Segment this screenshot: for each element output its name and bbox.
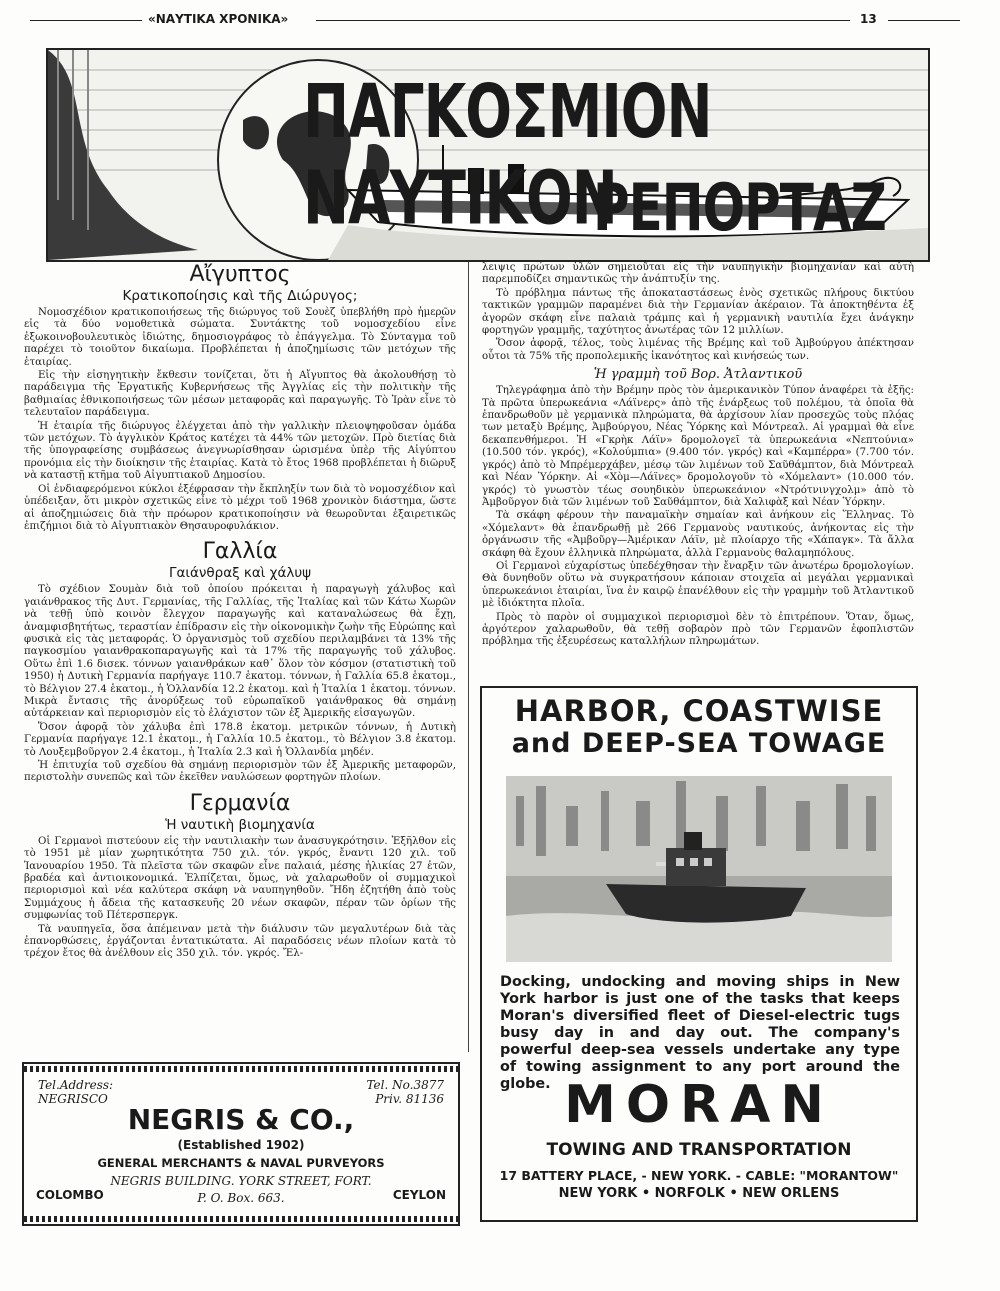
germany-paragraph: Τὰ ναυπηγεῖα, ὅσα ἀπέμειναν μετὰ τὴν διάλυσιν τῶν μεγαλυτέρων διὰ τὰς ἐπανορθώσεις, ἐργάζονται ἐντατικώτατα. Αἱ παραδόσεις νέων πλοίων κατὰ τὸ τρέχον ἔτος θὰ ἀνέλθουν εἰς 350 χιλ. τόν. γκρός. Ἔλ- [24,923,456,960]
ad-headline-line2: and DEEP-SEA TOWAGE [511,728,887,759]
banner-title-line1: ΠΑΓΚΟΣΜΙΟΝ ΝΑΥΤΙΚΟΝ [303,68,712,241]
tel-address-value: NEGRISCO [38,1092,108,1106]
atlantic-paragraph: Τὰ σκάφη φέρουν τὴν παναμαϊκὴν σημαίαν καὶ ἀνήκουν εἰς Ἕλληνας. Τὸ «Χόμελαντ» θὰ ἐπανδρωθῇ μὲ 266 Γερμανοὺς ναυτικούς, ἀνήκοντας εἰς τὴν ὀργάνωσιν τῆς «Ἀμβοῦργ—Ἀμέρικαν Λάϊν, μὲ πλοίαρχο τῆς «Χάπαγκ». Τὰ ἄλλα σκάφη θὰ ἔχουν ἑλληνικὰ πληρώματα, ἀλλὰ Γερμανοὺς θαλαμηπόλους. [482,510,914,559]
moran-subtitle: TOWING AND TRANSPORTATION [546,1140,852,1160]
egypt-paragraph: Οἱ ἐνδιαφερόμενοι κύκλοι ἐξέφρασαν τὴν ἔκπληξίν των διὰ τὸ νομοσχέδιον καὶ ὑπέδειξαν, ὅτι μικρὸν σχετικῶς εἶνε τὸ μέχρι τοῦ 1968 χρονικὸν διάστημα, ὥστε αἱ ἀποζημιώσεις διὰ τὴν πρόωρον κρατικοποίησιν νὰ θεωροῦνται ἐξαιρετικῶς ἐπιζήμιοι διὰ τὸ Αἰγυπτιακὸν Θησαυροφυλάκιον. [24,483,456,532]
company-name: NEGRIS & CO., [127,1103,355,1136]
france-paragraph: Ἡ ἐπιτυχία τοῦ σχεδίου θὰ σημάνῃ περιορισμὸν τῶν ἐξ Ἀμερικῆς μεταφορῶν, περιστολὴν συνεπῶς καὶ τῶν ἐκεῖθεν ναυλώσεων φορτηγῶν πλοίων. [24,760,456,784]
egypt-paragraph: Εἰς τὴν εἰσηγητικὴν ἔκθεσιν τονίζεται, ὅτι ἡ Αἴγυπτος θὰ ἀκολουθήσῃ τὸ παράδειγμα τῆς Ἐργατικῆς Κυβερνήσεως τῆς Ἀγγλίας εἰς τὴν πολιτικὴν τῆς βαθμιαίας ἐθνικοποιήσεως τῶν μέσων μεταφορᾶς καὶ παραγωγῆς. Τὸ Ἰρὰν εἶνε τὸ τελευταῖον παράδειγμα. [24,370,456,419]
top-border-pattern [24,1066,458,1072]
business-description: GENERAL MERCHANTS & NAVAL PURVEYORS [97,1156,385,1170]
po-box-line: P. O. Box. 663. [197,1191,285,1205]
tel-address-block [38,1078,113,1106]
city-colombo: COLOMBO [36,1188,104,1202]
left-column [24,262,456,961]
atlantic-paragraph: Πρὸς τὸ παρὸν οἱ συμμαχικοὶ περιορισμοὶ δὲν τὸ ἐπιτρέπουν. Ὅταν, ὅμως, ἀργότερον χαλαρωθοῦν, θὰ τεθῇ σοβαρὸν πρὸ τῶν Γερμανῶν ἐφοπλιστῶν πρόβλημα τῆς ἐξευρέσεως καταλλήλων πληρωμάτων. [482,611,914,648]
reportage-banner [46,48,930,262]
tugboat-photo [506,776,892,962]
page-number: 13 [860,12,877,26]
egypt-paragraph: Νομοσχέδιον κρατικοποιήσεως τῆς διώρυγος τοῦ Σουὲζ ὑπεβλήθη πρὸ ἡμερῶν εἰς τὰ δύο νομοθετικὰ σώματα. Συντάκτης τοῦ νομοσχεδίου εἶνε ἐξωκοινοβουλευτικὸς ἰδιώτης, δημοσιογράφος τὸ ἐπάγγελμα. Τὸ Σύνταγμα τοῦ παρέχει τὸ τοιοῦτον δικαίωμα. Προβλέπεται ἡ ἀποζημίωσις τῶν μετόχων τῆς ἑταιρίας. [24,307,456,368]
banner-title-line2: ΡΕΠΟΡΤΑΖ [593,170,886,246]
running-header [30,12,960,28]
tel-address-label: Tel.Address: [38,1078,114,1092]
germany-paragraph: Οἱ Γερμανοὶ πιστεύουν εἰς τὴν ναυτιλιακὴν των ἀνασυγκρότησιν. Ἐξῆλθον εἰς τὸ 1951 μὲ μίαν χωρητικότητα 750 χιλ. τόν. γκρός, ἔναντι 120 χιλ. τοῦ Ἰανουαρίου 1950. Τὰ πλεῖστα τῶν σκαφῶν εἶνε παλαιά, μέσης ἡλικίας 27 ἐτῶν, βραδέα καὶ ἀντιοικονομικά. Ἐλπίζεται, ὅμως, νὰ χαλαρωθοῦν οἱ συμμαχικοὶ περιορισμοὶ καὶ νέα καλύτερα σκάφη νὰ ναυπηγηθοῦν. Ἤδη ἐζητήθη ἀπὸ τοὺς Συμμάχους ἡ ἄδεια τῆς κατασκευῆς 20 νέων σκαφῶν, πέραν τῶν ὁρίων τῆς συμφωνίας τοῦ Πέτερσπεργκ. [24,835,456,922]
established-line: (Established 1902) [177,1138,305,1152]
country-ceylon: CEYLON [392,1188,446,1202]
ad-body-text: Docking, undocking and moving ships in New York harbor is just one of the tasks that keeps Moran's diversified fleet of Diesel-electric tugs busy day in and day out. The company's powerful deep-sea vessels undertake any type of towing assignment to any port around the globe. [500,974,900,1092]
section-heading-egypt: Αἴγυπτος [189,262,291,287]
section-subheading-egypt: Κρατικοποίησις καὶ τῆς Διώρυγος; [122,288,358,304]
header-rule-middle [316,20,850,21]
column-divider [468,262,469,1052]
moran-address-line1: 17 BATTERY PLACE, - NEW YORK. - CABLE: "MORANTOW" [499,1168,899,1183]
header-rule-right [888,20,960,21]
negris-advertisement [22,1062,460,1226]
bottom-border-pattern [24,1216,458,1222]
section-heading-germany: Γερμανία [189,790,291,816]
france-paragraph: Τὸ σχέδιον Σουμὰν διὰ τοῦ ὁποίου πρόκειται ἡ παραγωγὴ χάλυβος καὶ γαιάνθρακος τῆς Δυτ. Γερμανίας, τῆς Γαλλίας, τῆς Ἰταλίας καὶ τῶν Κάτω Χωρῶν νὰ τεθῇ ὑπὸ κοινὸν ἔλεγχον παραγωγῆς καὶ καταναλώσεως θὰ ἔχῃ, ἀναμφισβητήτως, τεραστίαν ἐπίδρασιν εἰς τὴν οἰκονομικὴν ζωὴν τῆς Εὐρώπης καὶ φυσικὰ εἰς τὰς μεταφοράς. Ὁ ὀργανισμὸς τοῦ σχεδίου περιλαμβάνει τὰ 13% τῆς παγκοσμίου γαιανθρακοπαραγωγῆς καὶ τὰ 17% τῆς παραγωγῆς τοῦ χάλυβος. Οὕτω ἐπὶ 1.6 δισεκ. τόννων γαιανθράκων καθ᾽ ὅλον τὸν κόσμον (στατιστικὴ τοῦ 1950) ἡ Δυτικὴ Γερμανία παρήγαγε 110.7 ἑκατομ. τόννων, ἡ Γαλλία 65.8 ἑκατομ., τὸ Βέλγιον 27.4 ἑκατομ., ἡ Ὁλλανδία 12.2 ἑκατομ. καὶ ἡ Ἰταλία 1 ἑκατομ. τόννων. Μικρὰ ἔντασις τῆς ἀνορύξεως τοῦ εὐρωπαϊκοῦ γαιάνθρακος θὰ σημάνῃ αὐτάρκειαν καὶ περιορισμὸν εἰς τὸ ἐλάχιστον τῶν ἐξ Ἀμερικῆς εἰσαγωγῶν. [24,584,456,720]
moran-advertisement [480,686,918,1222]
section-subheading-germany: Ἡ ναυτικὴ βιομηχανία [165,816,315,833]
atlantic-paragraph: Οἱ Γερμανοὶ εὐχαρίστως ὑπεδέχθησαν τὴν ἔναρξιν τῶν ἀνωτέρω δρομολογίων. Θὰ δυνηθοῦν οὕτω νὰ συγκρατήσουν κάποιαν στοιχεῖα αἱ μεγάλαι γερμανικαὶ ὑπερωκεάνιοι ἑταιρίαι, ἵνα ἐν καιρῷ ἐπανέλθουν εἰς τὴν γραμμὴν τοῦ Ἀτλαντικοῦ μὲ ἰδιόκτητα πλοῖα. [482,560,914,610]
section-subheading-atlantic: Ἡ γραμμὴ τοῦ Βορ. Ἀτλαντικοῦ [593,367,803,383]
publication-title: «ΝΑΥΤΙΚΑ ΧΡΟΝΙΚΑ» [148,12,289,26]
section-subheading-france: Γαιάνθραξ καὶ χάλυψ [168,565,312,582]
header-rule-left [30,20,142,21]
france-paragraph: Ὅσον ἀφορᾷ τὸν χάλυβα ἐπὶ 178.8 ἑκατομ. μετρικῶν τόννων, ἡ Δυτικὴ Γερμανία παρήγαγε 12.1 ἑκατομ., ἡ Γαλλία 10.5 ἑκατομ., τὸ Βέλγιον 3.8 ἑκατομ. τὸ Λουξεμβοῦργον 2.4 ἑκατομ., ἡ Ἰταλία 2.3 καὶ ἡ Ὁλλανδία μηδέν. [24,721,456,758]
moran-address-line2: NEW YORK • NORFOLK • NEW ORLENS [558,1186,840,1201]
section-heading-france: Γαλλία [202,539,278,565]
tel-number-block [366,1078,444,1106]
moran-logo: MORAN [564,1075,834,1135]
right-paragraph: Τὸ πρόβλημα πάντως τῆς ἀποκαταστάσεως ἑνὸς σχετικῶς πλήρους δικτύου τακτικῶν γραμμῶν παραμένει διὰ τὴν Γερμανίαν ἀκέραιον. Τὰ ἀποκτηθέντα ἐξ ἀγορῶν σκάφη εἶνε παλαιὰ τράμπς καὶ ἡ γερμανικὴ ναυτιλία ἔχει ἀνάγκην φορτηγῶν γραμμῆς, ταχύτητος ἀνωτέρας τῶν 12 μιλλίων. [482,287,914,337]
tel-number: Tel. No.3877 [366,1078,444,1092]
atlantic-paragraph: Τηλεγράφημα ἀπὸ τὴν Βρέμην πρὸς τὸν ἀμερικανικὸν Τύπον ἀναφέρει τὰ ἑξῆς: Τὰ πρῶτα ὑπερωκεάνια «Λάϊνερς» ἀπὸ τῆς ἐνάρξεως τοῦ πολέμου, τὰ ὁποῖα θὰ ἐπανδρωθοῦν μὲ γερμανικὰ πληρώματα, θὰ ἀρχίσουν λίαν προσεχῶς τοὺς πλόας των μεταξὺ Βρέμης, Ἀμβούργου, Νέας Ὑόρκης καὶ Μόντρεαλ. Αἱ γραμμαὶ θὰ εἶνε δεκαπενθήμεροι. Ἡ «Γκρὴκ Λάϊν» δρομολογεῖ τὰ ὑπερωκεάνια «Νεπτούνια» (10.500 τόν. γκρός), «Κολούμπια» (9.400 τόν. γκρός) καὶ «Καμπέρρα» (7.700 τόν. γκρός) ἀπὸ τὸ Μπρέμερχάβεν, μέσῳ τῶν λιμένων τοῦ Σαῦθάμπτον, διὰ Μόντρεαλ καὶ Νέαν Ὑόρκην. Αἱ «Χὸμ—Λάϊνες» δρομολογοῦν τὸ «Χόμελαντ» (10.000 τόν. γκρός) τὸ γνωστὸν τέως σουηδικὸν ὑπερωκεάνιον «Ντρότνινγχολμ» ἀπὸ τὸ Ἀμβοῦργον διὰ τῶν λιμένων τοῦ Σαῦθάμπτον, διὰ Χαλιφὰξ καὶ Νέαν Ὑόρκην. [482,385,914,508]
tel-private: Priv. 81136 [375,1092,444,1106]
right-column [482,262,914,649]
ad-headline-line1: HARBOR, COASTWISE [514,694,884,728]
address-line: NEGRIS BUILDING. YORK STREET, FORT. [110,1174,372,1188]
egypt-paragraph: Ἡ ἑταιρία τῆς διώρυγος ἐλέγχεται ἀπὸ τὴν γαλλικὴν πλειοψηφοῦσαν ὁμάδα τῶν μετόχων. Τὸ ἀγγλικὸν Κράτος κατέχει τὰ 44% τῶν μετοχῶν. Πρὸ διετίας διὰ τῆς ὑπογραφείσης συμβάσεως ἀνεγνωρίσθησαν ὡρισμένα ὑπὲρ τῆς Αἰγύπτου προνόμια εἰς τὴν διοίκησιν τῆς ἑταιρίας. Κατὰ τὸ ἔτος 1968 προβλέπεται ἡ διῶρυξ νὰ καταστῇ κτῆμα τοῦ Αἰγυπτιακοῦ Δημοσίου. [24,420,456,482]
right-paragraph: λειψις πρώτων ὑλῶν σημειοῦται εἰς τὴν ναυπηγικὴν βιομηχανίαν καὶ αὐτὴ παρεμποδίζει σημαντικῶς τὴν ἀνάπτυξίν της. [482,262,914,286]
right-paragraph: Ὅσον ἀφορᾷ, τέλος, τοὺς λιμένας τῆς Βρέμης καὶ τοῦ Ἀμβούργου ἀπέκτησαν οὗτοι τὰ 75% τῆς προπολεμικῆς ἱκανότητος καὶ κινήσεώς των. [482,338,914,362]
